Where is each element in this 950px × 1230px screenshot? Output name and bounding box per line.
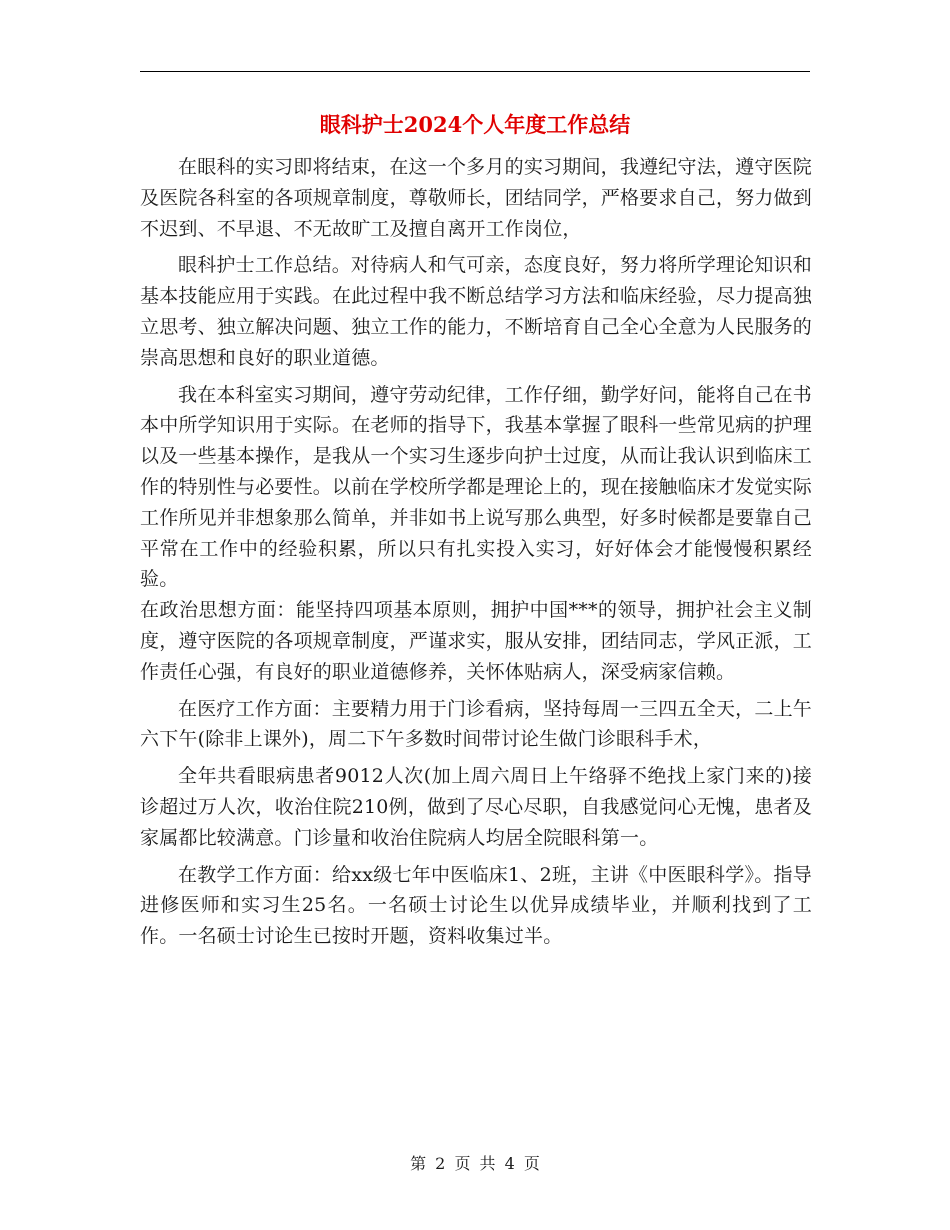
paragraph-3: 我在本科室实习期间，遵守劳动纪律，工作仔细，勤学好问，能将自己在书本中所学知识用于实际。在老师的指导下，我基本掌握了眼科一些常见病的护理以及一些基本操作，是我从一个实习生逐步向护士过度，从而让我认识到临床工作的特别性与必要性。以前在学校所学都是理论上的，现在接触临床才发觉实际工作所见并非想象那么简单，并非如书上说写那么典型，好多时候都是要靠自己平常在工作中的经验积累，所以只有扎实投入实习，好好体会才能慢慢积累经验。 (140, 383, 813, 591)
header-rule (140, 71, 810, 72)
paragraph-7: 在教学工作方面：给xx级七年中医临床1、2班，主讲《中医眼科学》。指导进修医师和实习生25名。一名硕士讨论生以优异成绩毕业，并顺利找到了工作。一名硕士讨论生已按时开题，资料收集过半。 (140, 863, 812, 948)
document-title: 眼科护士2024个人年度工作总结 (319, 112, 631, 137)
page-number: 第 2 页 共 4 页 (410, 1154, 540, 1173)
paragraph-5: 在医疗工作方面：主要精力用于门诊看病，坚持每周一三四五全天，二上午六下午(除非上课外)，周二下午多数时间带讨论生做门诊眼科手术， (140, 697, 812, 751)
paragraph-2: 眼科护士工作总结。对待病人和气可亲，态度良好，努力将所学理论知识和基本技能应用于实践。在此过程中我不断总结学习方法和临床经验，尽力提高独立思考、独立解决问题、独立工作的能力，不断培育自己全心全意为人民服务的崇高思想和良好的职业道德。 (140, 254, 813, 369)
paragraph-6: 全年共看眼病患者9012人次(加上周六周日上午络驿不绝找上家门来的)接诊超过万人次，收治住院210例，做到了尽心尽职，自我感觉问心无愧，患者及家属都比较满意。门诊量和收治住院病人均居全院眼科第一。 (140, 765, 812, 849)
document-body (140, 152, 812, 952)
paragraph-1: 在眼科的实习即将结束，在这一个多月的实习期间，我遵纪守法，遵守医院及医院各科室的各项规章制度，尊敬师长，团结同学，严格要求自己，努力做到不迟到、不早退、不无故旷工及擅自离开工作岗位， (140, 156, 813, 240)
paragraph-4: 在政治思想方面：能坚持四项基本原则，拥护中国***的领导，拥护社会主义制度，遵守医院的各项规章制度，严谨求实，服从安排，团结同志，学风正派，工作责任心强，有良好的职业道德修养，关怀体贴病人，深受病家信赖。 (140, 599, 813, 683)
